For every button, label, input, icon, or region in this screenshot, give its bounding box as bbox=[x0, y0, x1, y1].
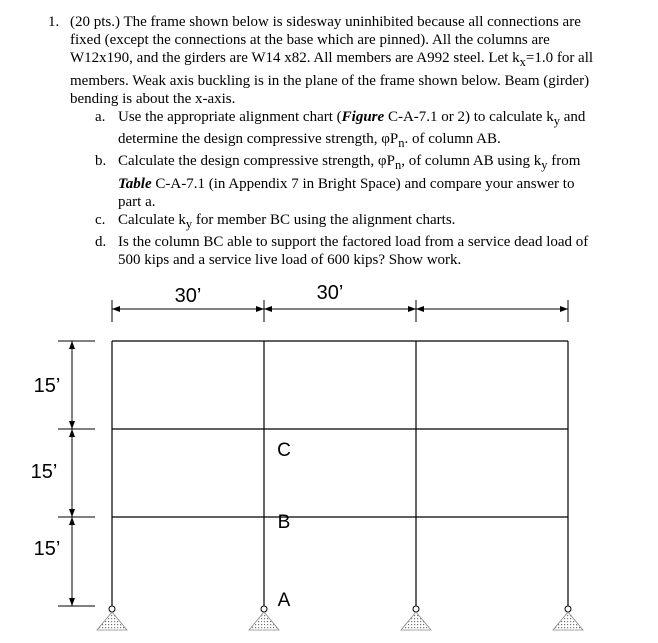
sub-question-c: c. Calculate $k_y$ for member BC using the alignment charts. bbox=[95, 212, 456, 232]
pin-support-2 bbox=[249, 606, 279, 630]
node-label-a: A bbox=[277, 590, 291, 611]
story-arrowhead-2 bbox=[69, 421, 75, 429]
span-arrowhead-5 bbox=[416, 306, 424, 312]
span-arrowhead-1 bbox=[112, 306, 120, 312]
span-arrowhead-4 bbox=[408, 306, 416, 312]
node-label-b: B bbox=[277, 512, 291, 533]
node-label-c: C bbox=[277, 440, 291, 461]
span-label-right: 30’ bbox=[316, 282, 344, 304]
problem-points: (20 pts.) bbox=[70, 14, 120, 30]
pin-support-4 bbox=[553, 606, 583, 630]
story-label-middle: 15’ bbox=[30, 461, 58, 483]
story-arrowhead-5 bbox=[69, 517, 75, 525]
span-label-left: 30’ bbox=[174, 285, 202, 307]
problem-intro-text: (20 pts.) The frame shown below is sidesway uninhibited because all connections are fixed (except the connections at the base which are pinned). All the columns are W12x190, and the girders are W14 x82. All members are A992 steel. Let $k_x=1.0$ for all members. Weak axis buckling is in the plane of the frame shown below. Beam (girder) bending is about the x-axis. bbox=[70, 14, 594, 107]
frame-members bbox=[112, 341, 568, 606]
span-arrowhead-6 bbox=[560, 306, 568, 312]
span-arrowhead-2 bbox=[256, 306, 264, 312]
story-label-bottom: 15’ bbox=[33, 538, 61, 560]
story-arrowhead-1 bbox=[69, 341, 75, 349]
story-arrowhead-4 bbox=[69, 509, 75, 517]
pin-support-1 bbox=[97, 606, 127, 630]
story-arrowhead-6 bbox=[69, 598, 75, 606]
story-arrowhead-3 bbox=[69, 429, 75, 437]
sub-question-a: a. Use the appropriate alignment chart (Figure C-A-7.1 or 2) to calculate $k_y$ and determine the design compressive strength, $\varphi P_n$. of column AB. bbox=[95, 109, 586, 151]
span-arrowhead-3 bbox=[264, 306, 272, 312]
problem-number: 1. bbox=[48, 14, 60, 30]
story-dimension bbox=[58, 341, 95, 606]
sub-question-d: d. Is the column BC able to support the factored load from a service dead load of 500 kips and a service live load of 600 kips? Show work. bbox=[95, 234, 589, 269]
sub-question-b: b. Calculate the design compressive strength, $\varphi P_n$, of column AB using $k_y$ from Table C-A-7.1 (in Appendix 7 in Bright Space) and compare your answer to part a. bbox=[95, 153, 581, 210]
story-label-top: 15’ bbox=[33, 375, 61, 397]
pin-support-3 bbox=[401, 606, 431, 630]
